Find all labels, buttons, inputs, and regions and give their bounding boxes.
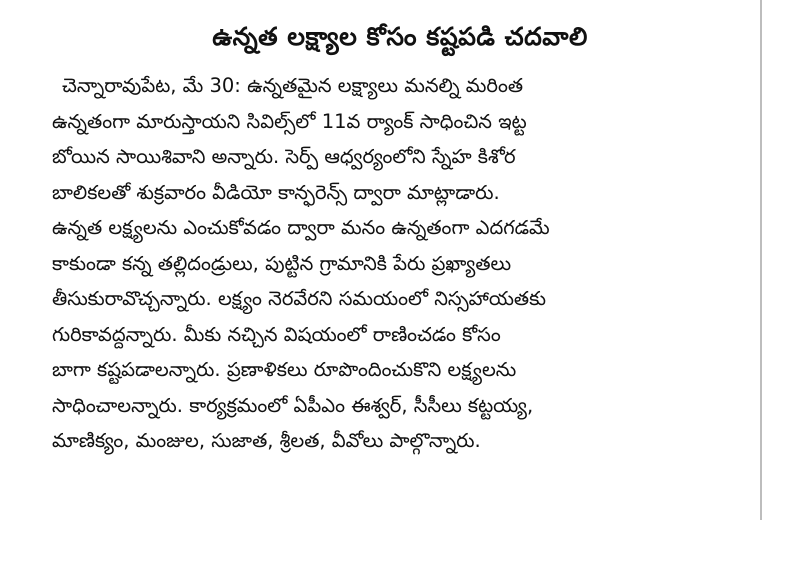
article-line: తీసుకురావొచ్చన్నారు. లక్ష్యం నెరవేరని సమయంలో నిస్సహాయతకు: [52, 287, 547, 310]
article-line: బాలికలతో శుక్రవారం వీడియో కాన్ఫరెన్స్ ద్వారా మాట్లాడారు.: [52, 180, 500, 204]
article-body: [52, 68, 752, 459]
article-line: బాగా కష్టపడాలన్నారు. ప్రణాళికలు రూపొందించుకొని లక్ష్యలను: [52, 358, 517, 381]
article-line: గురికావద్దన్నారు. మీకు నచ్చిన విషయంలో రాణించడం కోసం: [52, 322, 501, 346]
article-line: సాధించాలన్నారు. కార్యక్రమంలో ఏపీఎం ఈశ్వర్, సీసీలు కట్టయ్య,: [52, 393, 534, 417]
article-line: చెన్నారావుపేట, మే 30: ఉన్నతమైన లక్ష్యాలు మనల్ని మరింత: [62, 74, 524, 97]
article-line: బోయిన సాయిశివాని అన్నారు. సెర్ప్ ఆధ్వర్యంలోని స్నేహ కిశోర: [52, 145, 516, 168]
article-line: మాణిక్యం, మంజుల, సుజాత, శ్రీలత, వీవోలు పాల్గొన్నారు.: [52, 429, 481, 452]
article-line: ఉన్నతంగా మారుస్తాయని సివిల్స్‌లో 11వ ర్యాంక్ సాధించిన ఇట్ట: [52, 109, 527, 133]
article-headline: ఉన్నత లక్ష్యాల కోసం కష్టపడి చదవాలి: [212, 22, 588, 51]
article-line: ఉన్నత లక్ష్యలను ఎంచుకోవడం ద్వారా మనం ఉన్నతంగా ఎదగడమే: [52, 216, 550, 239]
article-line: కాకుండా కన్న తల్లిదండ్రులు, పుట్టిన గ్రామానికి పేరు ప్రఖ్యాతలు: [52, 251, 512, 275]
column-divider: [760, 0, 762, 520]
